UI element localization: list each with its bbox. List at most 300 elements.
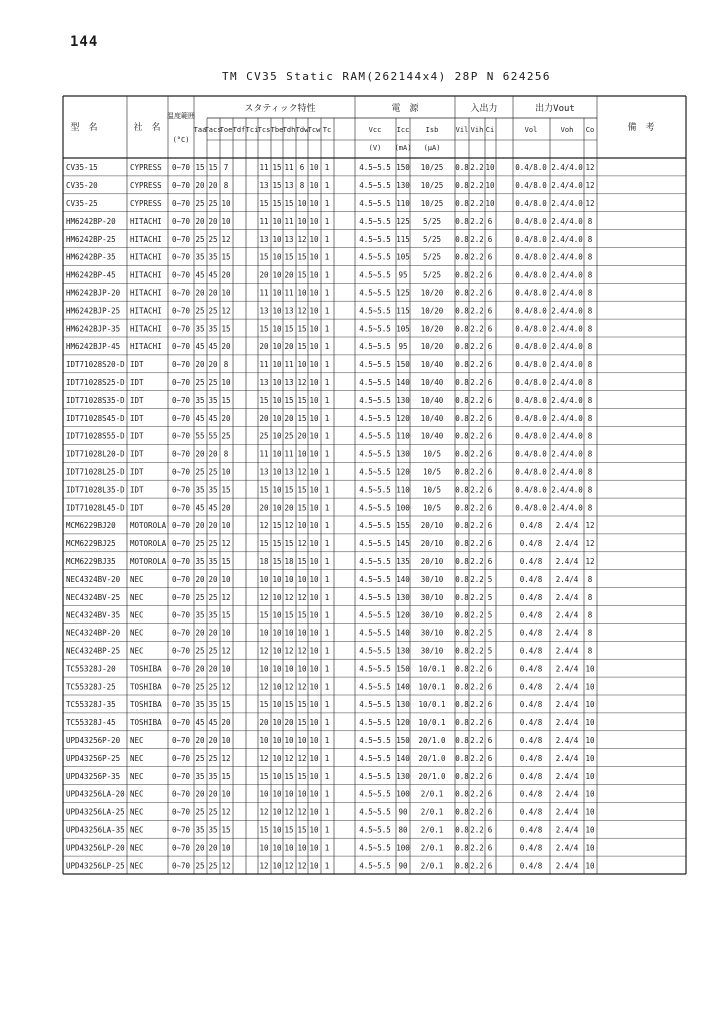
row-temp: 0~70 xyxy=(171,503,191,513)
row-timing: 10 xyxy=(272,449,282,459)
header-remarks: 備 考 xyxy=(627,123,655,133)
row-type: NEC4324BP-20 xyxy=(66,628,121,638)
row-timing: 12 xyxy=(221,234,231,244)
row-isb: 10/40 xyxy=(420,413,444,423)
row-co: 8 xyxy=(587,449,593,459)
row-timing: 25 xyxy=(221,431,231,441)
row-temp: 0~70 xyxy=(171,664,191,674)
row-timing: 10 xyxy=(259,735,269,745)
row-co: 8 xyxy=(587,503,593,513)
row-timing: 10 xyxy=(309,556,319,566)
row-timing: 15 xyxy=(259,395,269,405)
row-timing: 11 xyxy=(284,288,294,298)
row-temp: 0~70 xyxy=(171,843,191,853)
row-timing: 15 xyxy=(221,825,231,835)
row-timing: 10 xyxy=(297,664,307,674)
row-maker: IDT xyxy=(130,485,144,495)
row-isb: 10/25 xyxy=(420,181,444,191)
row-timing: 1 xyxy=(324,270,330,280)
row-maker: NEC xyxy=(130,771,144,781)
row-isb: 10/40 xyxy=(420,377,444,387)
row-timing: 15 xyxy=(297,700,307,710)
row-ci: 5 xyxy=(487,646,493,656)
row-vol: 0.4/8 xyxy=(519,592,543,602)
row-isb: 30/10 xyxy=(420,592,444,602)
row-timing: 10 xyxy=(272,288,282,298)
row-co: 10 xyxy=(585,789,595,799)
row-timing: 10 xyxy=(309,449,319,459)
header-output: 出力Vout xyxy=(535,104,575,114)
table-body xyxy=(66,163,595,870)
row-timing: 10 xyxy=(272,467,282,477)
row-maker: MOTOROLA xyxy=(130,556,167,566)
row-voh: 2.4/4.0 xyxy=(551,377,583,387)
row-vcc: 4.5~5.5 xyxy=(359,843,391,853)
row-voh: 2.4/4.0 xyxy=(551,324,583,334)
row-maker: HITACHI xyxy=(130,270,162,280)
row-timing: 10 xyxy=(309,377,319,387)
row-vil: 0.8 xyxy=(455,449,469,459)
row-timing: 1 xyxy=(324,753,330,763)
row-maker: NEC xyxy=(130,610,144,620)
row-vcc: 4.5~5.5 xyxy=(359,163,391,173)
row-type: CV35-25 xyxy=(66,198,98,208)
row-timing: 15 xyxy=(272,521,282,531)
row-timing: 1 xyxy=(324,163,330,173)
row-vil: 0.8 xyxy=(455,628,469,638)
header-sub-taa: Taa xyxy=(193,126,207,134)
row-type: IDT71028S25-D xyxy=(66,377,125,387)
row-vil: 0.8 xyxy=(455,610,469,620)
row-type: IDT71028S20-D xyxy=(66,360,125,370)
header-sub-tci: Tci xyxy=(245,126,259,134)
header-sub-tdf: Tdf xyxy=(232,126,246,134)
row-timing: 10 xyxy=(272,413,282,423)
row-timing: 35 xyxy=(208,556,218,566)
row-timing: 35 xyxy=(195,395,205,405)
row-icc: 130 xyxy=(396,395,410,405)
row-icc: 140 xyxy=(396,628,410,638)
row-vil: 0.8 xyxy=(455,771,469,781)
row-timing: 12 xyxy=(259,646,269,656)
row-type: MCM6229BJ25 xyxy=(66,539,116,549)
row-timing: 1 xyxy=(324,467,330,477)
row-co: 8 xyxy=(587,377,593,387)
row-vol: 0.4/8.0 xyxy=(515,413,547,423)
row-timing: 12 xyxy=(259,753,269,763)
row-vol: 0.4/8.0 xyxy=(515,503,547,513)
row-timing: 20 xyxy=(259,503,269,513)
row-co: 8 xyxy=(587,306,593,316)
row-isb: 20/10 xyxy=(420,521,444,531)
row-isb: 30/10 xyxy=(420,574,444,584)
row-temp: 0~70 xyxy=(171,753,191,763)
row-temp: 0~70 xyxy=(171,771,191,781)
row-type: UPD43256LA-25 xyxy=(66,807,125,817)
row-ci: 6 xyxy=(487,825,493,835)
row-vih: 2.2 xyxy=(470,789,484,799)
row-vcc: 4.5~5.5 xyxy=(359,485,391,495)
row-timing: 10 xyxy=(309,503,319,513)
row-timing: 15 xyxy=(284,825,294,835)
row-vil: 0.8 xyxy=(455,288,469,298)
row-timing: 10 xyxy=(272,807,282,817)
row-vil: 0.8 xyxy=(455,718,469,728)
row-icc: 150 xyxy=(396,735,410,745)
row-vil: 0.8 xyxy=(455,467,469,477)
row-timing: 18 xyxy=(259,556,269,566)
row-temp: 0~70 xyxy=(171,306,191,316)
row-ci: 6 xyxy=(487,485,493,495)
row-vih: 2.2 xyxy=(470,377,484,387)
row-timing: 10 xyxy=(284,843,294,853)
row-timing: 35 xyxy=(208,700,218,710)
row-timing: 35 xyxy=(208,771,218,781)
row-vih: 2.2 xyxy=(470,360,484,370)
row-timing: 20 xyxy=(195,664,205,674)
row-timing: 20 xyxy=(284,718,294,728)
row-timing: 20 xyxy=(195,360,205,370)
row-timing: 15 xyxy=(284,198,294,208)
row-vih: 2.2 xyxy=(470,306,484,316)
row-maker: HITACHI xyxy=(130,324,162,334)
row-timing: 13 xyxy=(284,467,294,477)
row-temp: 0~70 xyxy=(171,807,191,817)
row-ci: 6 xyxy=(487,324,493,334)
row-timing: 15 xyxy=(259,539,269,549)
row-vol: 0.4/8.0 xyxy=(515,360,547,370)
row-temp: 0~70 xyxy=(171,288,191,298)
row-vol: 0.4/8 xyxy=(519,753,543,763)
row-temp: 0~70 xyxy=(171,485,191,495)
row-vcc: 4.5~5.5 xyxy=(359,592,391,602)
row-timing: 11 xyxy=(259,216,269,226)
row-icc: 150 xyxy=(396,664,410,674)
row-vol: 0.4/8 xyxy=(519,861,543,871)
row-timing: 10 xyxy=(272,592,282,602)
row-vil: 0.8 xyxy=(455,503,469,513)
row-timing: 10 xyxy=(309,342,319,352)
row-timing: 10 xyxy=(221,789,231,799)
row-ci: 6 xyxy=(487,467,493,477)
row-temp: 0~70 xyxy=(171,861,191,871)
row-ci: 6 xyxy=(487,413,493,423)
row-vil: 0.8 xyxy=(455,234,469,244)
row-vil: 0.8 xyxy=(455,646,469,656)
row-vol: 0.4/8.0 xyxy=(515,395,547,405)
row-co: 12 xyxy=(585,539,595,549)
row-timing: 25 xyxy=(195,592,205,602)
row-temp: 0~70 xyxy=(171,431,191,441)
header-temp: 温度範囲 xyxy=(167,112,195,120)
row-vih: 2.2 xyxy=(470,646,484,656)
row-ci: 6 xyxy=(487,521,493,531)
row-ci: 6 xyxy=(487,342,493,352)
header-sub-tdh: Tdh xyxy=(282,126,296,134)
row-co: 12 xyxy=(585,556,595,566)
row-timing: 35 xyxy=(208,485,218,495)
row-timing: 12 xyxy=(259,861,269,871)
row-timing: 15 xyxy=(208,163,218,173)
row-vil: 0.8 xyxy=(455,342,469,352)
row-ci: 6 xyxy=(487,234,493,244)
row-voh: 2.4/4 xyxy=(555,521,579,531)
row-icc: 120 xyxy=(396,467,410,477)
row-timing: 25 xyxy=(284,431,294,441)
row-isb: 10/0.1 xyxy=(418,664,446,674)
row-vcc: 4.5~5.5 xyxy=(359,252,391,262)
row-voh: 2.4/4 xyxy=(555,664,579,674)
row-timing: 10 xyxy=(284,664,294,674)
row-voh: 2.4/4.0 xyxy=(551,270,583,280)
row-timing: 15 xyxy=(297,556,307,566)
row-timing: 1 xyxy=(324,592,330,602)
row-timing: 10 xyxy=(272,735,282,745)
row-co: 12 xyxy=(585,198,595,208)
row-ci: 10 xyxy=(485,163,495,173)
row-timing: 20 xyxy=(259,270,269,280)
row-ci: 6 xyxy=(487,503,493,513)
row-isb: 10/5 xyxy=(422,503,442,513)
row-type: HM6242BJP-45 xyxy=(66,342,121,352)
row-voh: 2.4/4.0 xyxy=(551,288,583,298)
row-co: 10 xyxy=(585,861,595,871)
row-icc: 130 xyxy=(396,700,410,710)
row-timing: 12 xyxy=(284,753,294,763)
row-timing: 10 xyxy=(272,395,282,405)
row-timing: 20 xyxy=(208,843,218,853)
row-co: 10 xyxy=(585,807,595,817)
row-timing: 10 xyxy=(309,163,319,173)
row-timing: 10 xyxy=(297,843,307,853)
header-sub-vol: Vol xyxy=(524,126,538,134)
row-vil: 0.8 xyxy=(455,252,469,262)
row-timing: 20 xyxy=(208,360,218,370)
row-timing: 10 xyxy=(297,449,307,459)
row-vih: 2.2 xyxy=(470,825,484,835)
row-vih: 2.2 xyxy=(470,735,484,745)
row-timing: 10 xyxy=(309,664,319,674)
row-timing: 13 xyxy=(284,181,294,191)
row-timing: 10 xyxy=(221,574,231,584)
row-type: HM6242BJP-25 xyxy=(66,306,121,316)
row-timing: 35 xyxy=(208,395,218,405)
row-vcc: 4.5~5.5 xyxy=(359,789,391,799)
row-voh: 2.4/4.0 xyxy=(551,234,583,244)
row-timing: 1 xyxy=(324,377,330,387)
row-timing: 10 xyxy=(297,735,307,745)
row-type: TC55328J-20 xyxy=(66,664,116,674)
row-timing: 10 xyxy=(272,610,282,620)
row-timing: 1 xyxy=(324,252,330,262)
row-maker: TOSHIBA xyxy=(130,718,162,728)
row-icc: 110 xyxy=(396,431,410,441)
row-temp: 0~70 xyxy=(171,700,191,710)
row-temp: 0~70 xyxy=(171,825,191,835)
header-vcc-unit: (V) xyxy=(368,144,382,152)
row-vil: 0.8 xyxy=(455,700,469,710)
row-timing: 20 xyxy=(221,718,231,728)
row-voh: 2.4/4.0 xyxy=(551,467,583,477)
row-timing: 10 xyxy=(221,735,231,745)
row-vol: 0.4/8.0 xyxy=(515,234,547,244)
row-timing: 15 xyxy=(221,395,231,405)
header-sub-ci: Ci xyxy=(485,126,495,134)
row-timing: 10 xyxy=(309,216,319,226)
row-voh: 2.4/4 xyxy=(555,556,579,566)
row-timing: 15 xyxy=(221,252,231,262)
row-co: 8 xyxy=(587,360,593,370)
row-timing: 20 xyxy=(208,216,218,226)
row-timing: 25 xyxy=(208,539,218,549)
row-type: TC55328J-45 xyxy=(66,718,116,728)
row-timing: 45 xyxy=(208,342,218,352)
row-timing: 1 xyxy=(324,700,330,710)
row-timing: 25 xyxy=(195,807,205,817)
row-vol: 0.4/8 xyxy=(519,771,543,781)
row-timing: 6 xyxy=(299,163,305,173)
row-voh: 2.4/4.0 xyxy=(551,360,583,370)
row-timing: 1 xyxy=(324,521,330,531)
row-co: 10 xyxy=(585,843,595,853)
row-timing: 12 xyxy=(221,682,231,692)
row-timing: 10 xyxy=(272,700,282,710)
row-timing: 1 xyxy=(324,574,330,584)
header-power: 電 源 xyxy=(391,104,419,114)
row-maker: NEC xyxy=(130,861,144,871)
row-icc: 105 xyxy=(396,252,410,262)
row-ci: 6 xyxy=(487,700,493,710)
row-timing: 15 xyxy=(221,556,231,566)
row-vcc: 4.5~5.5 xyxy=(359,574,391,584)
row-icc: 130 xyxy=(396,771,410,781)
row-icc: 120 xyxy=(396,718,410,728)
row-isb: 10/20 xyxy=(420,324,444,334)
row-maker: CYPRESS xyxy=(130,198,162,208)
row-timing: 10 xyxy=(309,825,319,835)
row-timing: 20 xyxy=(195,449,205,459)
row-co: 8 xyxy=(587,324,593,334)
row-timing: 20 xyxy=(208,288,218,298)
row-vcc: 4.5~5.5 xyxy=(359,825,391,835)
row-timing: 45 xyxy=(208,718,218,728)
row-type: UPD43256LA-20 xyxy=(66,789,125,799)
header-sub-voh: Voh xyxy=(560,126,574,134)
row-isb: 2/0.1 xyxy=(420,807,444,817)
row-vol: 0.4/8 xyxy=(519,539,543,549)
row-timing: 15 xyxy=(272,556,282,566)
row-vol: 0.4/8 xyxy=(519,664,543,674)
row-maker: HITACHI xyxy=(130,288,162,298)
row-timing: 35 xyxy=(195,610,205,620)
row-timing: 1 xyxy=(324,360,330,370)
row-timing: 1 xyxy=(324,288,330,298)
row-isb: 10/5 xyxy=(422,449,442,459)
row-timing: 11 xyxy=(284,360,294,370)
row-timing: 15 xyxy=(221,610,231,620)
row-co: 8 xyxy=(587,234,593,244)
table-header xyxy=(70,102,654,152)
row-ci: 10 xyxy=(485,198,495,208)
row-maker: HITACHI xyxy=(130,342,162,352)
row-voh: 2.4/4.0 xyxy=(551,306,583,316)
row-co: 10 xyxy=(585,825,595,835)
row-timing: 10 xyxy=(309,592,319,602)
row-voh: 2.4/4 xyxy=(555,771,579,781)
row-timing: 12 xyxy=(221,861,231,871)
row-type: MCM6229BJ35 xyxy=(66,556,116,566)
row-vcc: 4.5~5.5 xyxy=(359,610,391,620)
row-maker: IDT xyxy=(130,377,144,387)
row-vcc: 4.5~5.5 xyxy=(359,861,391,871)
row-vol: 0.4/8 xyxy=(519,646,543,656)
row-vcc: 4.5~5.5 xyxy=(359,360,391,370)
row-timing: 13 xyxy=(259,234,269,244)
row-timing: 35 xyxy=(208,324,218,334)
row-isb: 10/40 xyxy=(420,431,444,441)
row-isb: 2/0.1 xyxy=(420,789,444,799)
row-timing: 20 xyxy=(259,413,269,423)
row-co: 8 xyxy=(587,574,593,584)
row-icc: 115 xyxy=(396,234,410,244)
row-type: HM6242BP-25 xyxy=(66,234,116,244)
row-voh: 2.4/4 xyxy=(555,753,579,763)
row-timing: 15 xyxy=(297,825,307,835)
row-timing: 12 xyxy=(297,306,307,316)
row-timing: 20 xyxy=(221,270,231,280)
row-type: IDT71028S45-D xyxy=(66,413,125,423)
row-vih: 2.2 xyxy=(470,270,484,280)
row-timing: 20 xyxy=(208,181,218,191)
row-vil: 0.8 xyxy=(455,682,469,692)
row-maker: HITACHI xyxy=(130,306,162,316)
row-timing: 20 xyxy=(195,521,205,531)
row-vih: 2.2 xyxy=(470,718,484,728)
row-voh: 2.4/4 xyxy=(555,539,579,549)
row-timing: 12 xyxy=(297,467,307,477)
row-timing: 10 xyxy=(309,789,319,799)
row-type: UPD43256P-20 xyxy=(66,735,121,745)
row-temp: 0~70 xyxy=(171,181,191,191)
row-vil: 0.8 xyxy=(455,198,469,208)
row-timing: 10 xyxy=(272,861,282,871)
row-ci: 6 xyxy=(487,807,493,817)
row-timing: 15 xyxy=(284,485,294,495)
row-maker: NEC xyxy=(130,843,144,853)
row-timing: 15 xyxy=(297,413,307,423)
row-timing: 10 xyxy=(309,234,319,244)
row-vih: 2.2 xyxy=(470,664,484,674)
row-ci: 6 xyxy=(487,789,493,799)
row-icc: 90 xyxy=(398,807,408,817)
row-temp: 0~70 xyxy=(171,628,191,638)
row-temp: 0~70 xyxy=(171,467,191,477)
row-vih: 2.2 xyxy=(470,503,484,513)
header-static-characteristics: スタティック特性 xyxy=(244,104,316,114)
row-type: HM6242BJP-20 xyxy=(66,288,121,298)
row-timing: 12 xyxy=(284,861,294,871)
row-vcc: 4.5~5.5 xyxy=(359,539,391,549)
row-timing: 1 xyxy=(324,234,330,244)
row-vil: 0.8 xyxy=(455,753,469,763)
row-timing: 15 xyxy=(221,485,231,495)
header-sub-isb: Isb xyxy=(425,126,439,134)
row-isb: 2/0.1 xyxy=(420,825,444,835)
row-voh: 2.4/4 xyxy=(555,861,579,871)
row-timing: 10 xyxy=(284,735,294,745)
row-ci: 5 xyxy=(487,574,493,584)
row-timing: 13 xyxy=(284,234,294,244)
